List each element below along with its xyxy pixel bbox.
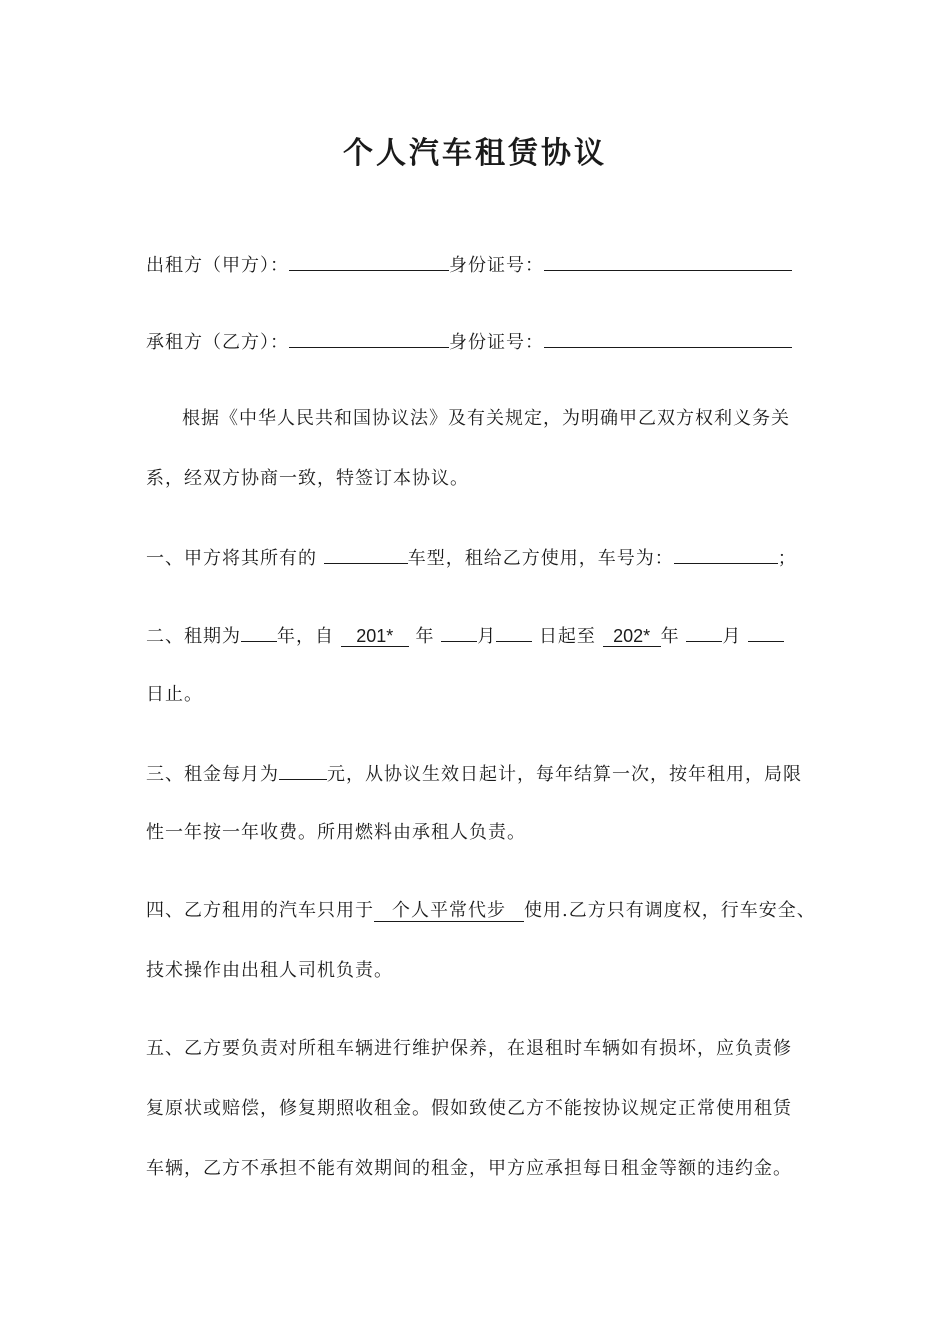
clause-2-text-f: 年 — [660, 626, 680, 647]
intro-line-2: 系，经双方协商一致，特签订本协议。 — [146, 468, 469, 489]
clause-2-text-c: 年 — [415, 626, 435, 647]
clause-4 — [146, 899, 816, 923]
intro-line-1: 根据《中华人民共和国协议法》及有关规定，为明确甲乙双方权利义务关 — [182, 408, 790, 429]
clause-5-line-1: 五、乙方要负责对所租车辆进行维护保养，在退租时车辆如有损坏，应负责修 — [146, 1038, 792, 1059]
clause-5-line-2: 复原状或赔偿，修复期照收租金。假如致使乙方不能按协议规定正常使用租赁 — [146, 1098, 792, 1119]
clause-5-line-3: 车辆，乙方不承担不能有效期间的租金，甲方应承担每日租金等额的违约金。 — [146, 1158, 792, 1179]
clause-2-end: 日止。 — [146, 684, 203, 705]
clause-2-text-b: 年，自 — [277, 626, 334, 647]
clause-1-text-a: 一、甲方将其所有的 — [146, 548, 317, 569]
clause-4-cont: 技术操作由出租人司机负责。 — [146, 960, 393, 981]
clause-1-text-c: ； — [777, 548, 797, 569]
clause-2 — [146, 623, 784, 649]
clause-2-text-a: 二、租期为 — [146, 626, 241, 647]
end-year-value[interactable]: 202* — [603, 626, 661, 647]
clause-1-text-b: 车型，租给乙方使用，车号为： — [407, 548, 674, 569]
start-month-blank[interactable] — [441, 623, 477, 642]
car-model-blank[interactable] — [324, 545, 408, 564]
clause-2-text-g: 月 — [722, 626, 742, 647]
lessee-name-blank[interactable] — [289, 329, 449, 348]
lessor-id-blank[interactable] — [544, 252, 792, 271]
clause-3-text-b: 元，从协议生效日起计，每年结算一次，按年租用，局限 — [327, 764, 802, 785]
clause-2-text-e: 日起至 — [538, 626, 596, 647]
lessor-name-blank[interactable] — [289, 252, 449, 271]
clause-3 — [146, 761, 802, 787]
lessee-id-label: 身份证号： — [449, 332, 544, 353]
end-month-blank[interactable] — [686, 623, 722, 642]
end-day-blank[interactable] — [748, 623, 784, 642]
lessor-line — [146, 252, 792, 278]
start-day-blank[interactable] — [496, 623, 532, 642]
clause-2-text-d: 月 — [477, 626, 497, 647]
clause-4-text-b: 使用.乙方只有调度权，行车安全、 — [524, 900, 816, 921]
lessor-label: 出租方（甲方）： — [146, 255, 289, 276]
monthly-rent-blank[interactable] — [279, 761, 327, 780]
lessee-line — [146, 329, 792, 355]
term-years-blank[interactable] — [241, 623, 277, 642]
clause-3-text-a: 三、租金每月为 — [146, 764, 279, 785]
clause-1 — [146, 545, 797, 571]
lessor-id-label: 身份证号： — [449, 255, 544, 276]
clause-4-text-a: 四、乙方租用的汽车只用于 — [146, 900, 374, 921]
usage-purpose-value[interactable]: 个人平常代步 — [374, 901, 524, 922]
start-year-value[interactable]: 201* — [341, 626, 409, 647]
clause-3-cont: 性一年按一年收费。所用燃料由承租人负责。 — [146, 822, 526, 843]
plate-number-blank[interactable] — [674, 545, 778, 564]
document-title: 个人汽车租赁协议 — [343, 136, 607, 171]
lessee-label: 承租方（乙方）： — [146, 332, 289, 353]
lessee-id-blank[interactable] — [544, 329, 792, 348]
